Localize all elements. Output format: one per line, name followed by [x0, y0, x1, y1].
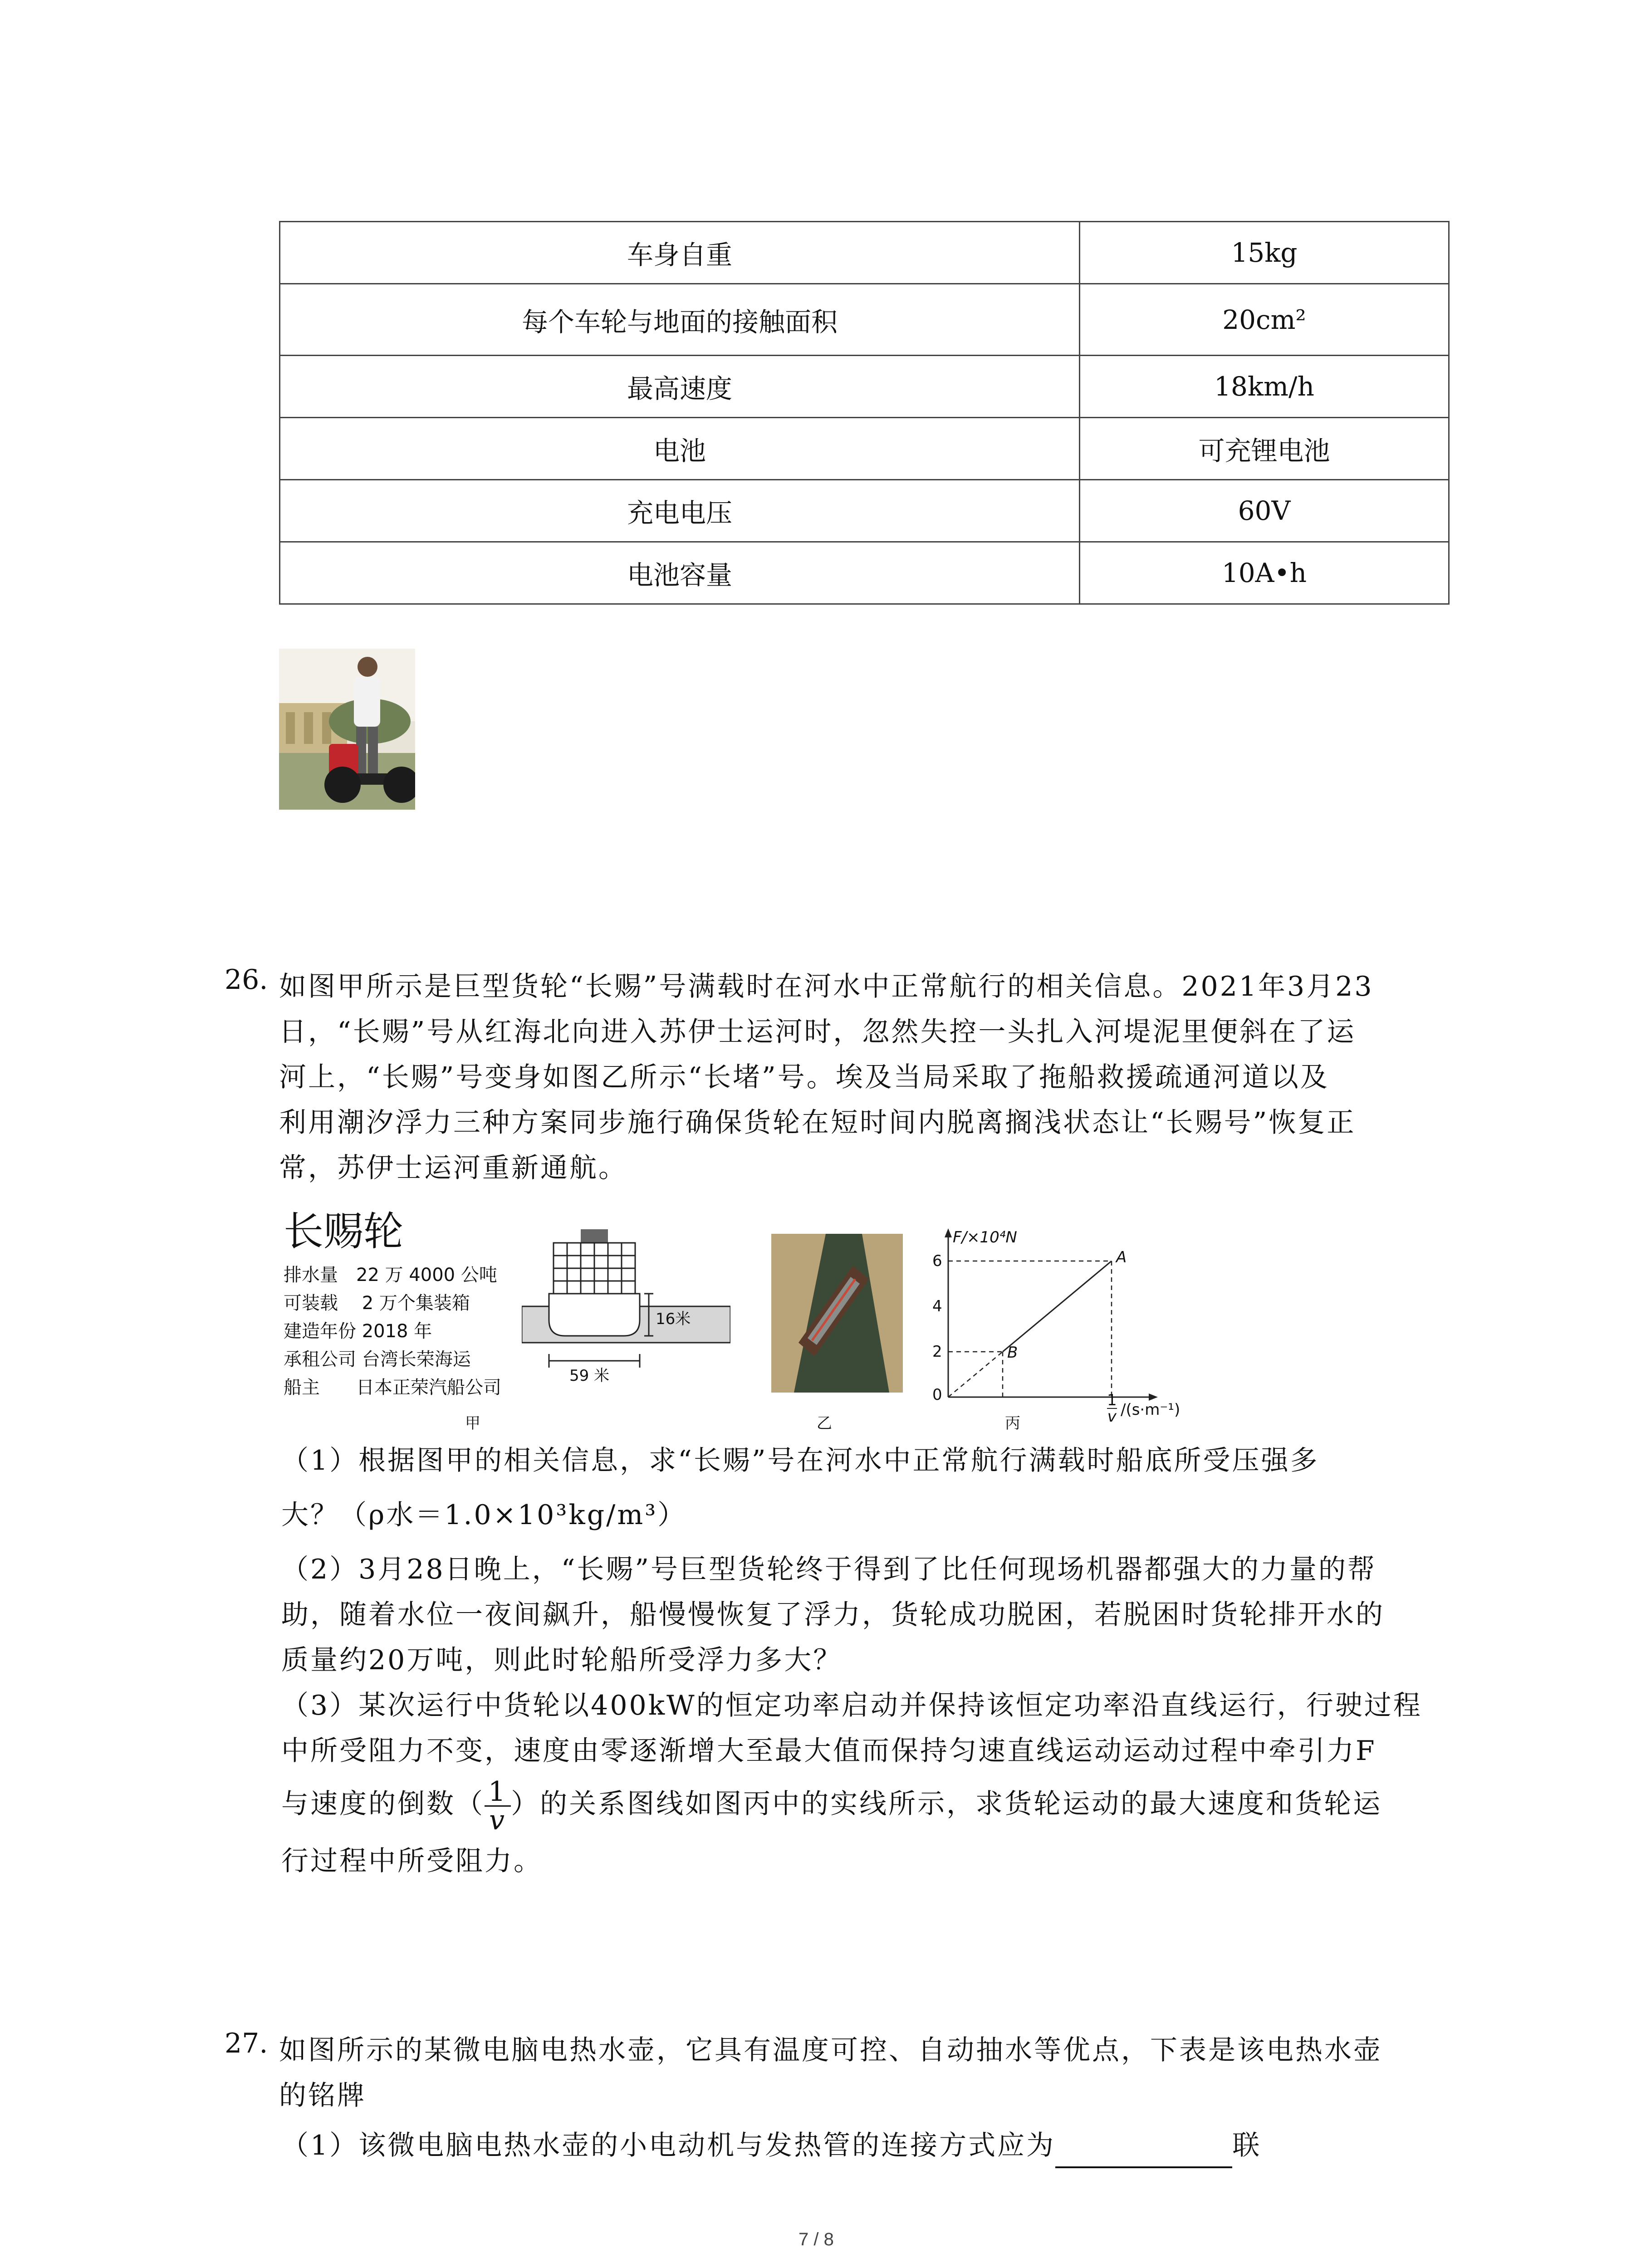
subquestion-line: （2）3月28日晚上，“长赐”号巨型货轮终于得到了比任何现场机器都强大的力量的帮: [281, 1554, 1377, 1585]
stem-line: 的铭牌: [279, 2080, 366, 2112]
answer-blank[interactable]: [1055, 2139, 1232, 2168]
graph-point-b-label: B: [1007, 1344, 1018, 1362]
figure-caption: 乙: [817, 1414, 832, 1432]
question-number: 26.: [225, 964, 268, 996]
subquestion-line: [281, 1778, 1506, 1834]
question-number: 27.: [225, 2028, 268, 2059]
inverse-velocity-fraction: [485, 1778, 511, 1834]
subquestion-line: 中所受阻力不变，速度由零逐渐增大至最大值而保持匀速直线运动运动过程中牵引力F: [281, 1735, 1376, 1767]
spec-label: 充电电压: [280, 480, 1080, 542]
ship-height-label: 16米: [656, 1310, 691, 1328]
subquestion-line: （3）某次运行中货轮以400kW的恒定功率启动并保持该恒定功率沿直线运行，行驶过程: [281, 1690, 1422, 1721]
spec-value: 可充锂电池: [1080, 418, 1449, 480]
page-number: 7 / 8: [798, 2229, 834, 2249]
subquestion-text: 与速度的倒数（: [281, 1788, 485, 1820]
spec-value: 10A•h: [1080, 542, 1449, 604]
subquestion-text: ）的关系图线如图丙中的实线所示，求货轮运动的最大速度和货轮运: [511, 1788, 1382, 1820]
table-row: [280, 356, 1449, 418]
graph-x-axis-den: v: [1107, 1408, 1117, 1426]
q26-subquestion-1: [281, 1438, 1506, 1538]
spec-value: 60V: [1080, 480, 1449, 542]
satellite-ship-photo: [771, 1234, 903, 1393]
graph-y-tick: 6: [932, 1252, 942, 1270]
stem-line: 利用潮汐浮力三种方案同步施行确保货轮在短时间内脱离搁浅状态让“长赐号”恢复正: [279, 1107, 1356, 1139]
stem-line: 如图甲所示是巨型货轮“长赐”号满载时在河水中正常航行的相关信息。2021年3月23: [279, 971, 1374, 1002]
balance-scooter-photo: [279, 649, 415, 810]
force-inverse-velocity-graph: [926, 1225, 1189, 1415]
ship-info-item: 可装载 2 万个集装箱: [284, 1293, 470, 1314]
stem-line: 如图所示的某微电脑电热水壶，它具有温度可控、自动抽水等优点，下表是该电热水壶: [279, 2034, 1382, 2066]
ship-info-list: [284, 1261, 501, 1402]
question-26-stem: [279, 964, 1504, 1191]
ship-name-title: 长赐轮: [284, 1208, 404, 1255]
figure-caption: 丙: [1005, 1414, 1020, 1432]
graph-x-axis-num: 1: [1107, 1391, 1117, 1409]
graph-x-axis-unit: /(s·m⁻¹): [1121, 1401, 1181, 1419]
q26-subquestion-3: [281, 1683, 1506, 1884]
ship-cross-section-diagram: [522, 1225, 730, 1397]
spec-value: 20cm²: [1080, 284, 1449, 356]
ship-width-label: 59 米: [569, 1367, 610, 1385]
table-row: [280, 222, 1449, 284]
subquestion-line: （1）根据图甲的相关信息，求“长赐”号在河水中正常航行满载时船底所受压强多: [281, 1445, 1319, 1476]
spec-table: [279, 221, 1450, 605]
graph-y-tick: 2: [932, 1343, 942, 1361]
q26-subquestion-2: [281, 1547, 1506, 1683]
figure-caption: 甲: [465, 1414, 480, 1432]
spec-label: 电池容量: [280, 542, 1080, 604]
stem-line: 河上，“长赐”号变身如图乙所示“长堵”号。埃及当局采取了拖船救援疏通河道以及: [279, 1061, 1329, 1093]
subquestion-line: 大？（ρ水＝1.0×10³kg/m³）: [281, 1499, 687, 1531]
stem-line: 常，苏伊士运河重新通航。: [279, 1152, 627, 1184]
spec-value: 18km/h: [1080, 356, 1449, 418]
subquestion-text: （1）该微电脑电热水壶的小电动机与发热管的连接方式应为: [281, 2130, 1056, 2161]
question-27-stem: [279, 2028, 1504, 2118]
graph-y-axis-label: F/×10⁴N: [953, 1228, 1017, 1246]
subquestion-line: 行过程中所受阻力。: [281, 1845, 543, 1877]
spec-label: 每个车轮与地面的接触面积: [280, 284, 1080, 356]
table-row: [280, 284, 1449, 356]
graph-point-a-label: A: [1116, 1248, 1127, 1266]
stem-line: 日，“长赐”号从红海北向进入苏伊士运河时，忽然失控一头扎入河堤泥里便斜在了运: [279, 1016, 1356, 1048]
table-row: [280, 480, 1449, 542]
subquestion-text: 联: [1232, 2130, 1262, 2161]
graph-y-tick: 4: [932, 1297, 942, 1315]
fraction-denominator: v: [489, 1804, 507, 1836]
graph-x-axis-label: [1107, 1393, 1117, 1424]
q27-subquestion-1: [281, 2123, 1506, 2168]
ship-info-item: 船主 日本正荣汽船公司: [284, 1377, 501, 1398]
table-row: [280, 542, 1449, 604]
subquestion-line: 质量约20万吨，则此时轮船所受浮力多大？: [281, 1644, 843, 1676]
spec-value: 15kg: [1080, 222, 1449, 284]
graph-origin-label: 0: [932, 1386, 942, 1404]
spec-label: 车身自重: [280, 222, 1080, 284]
spec-label: 最高速度: [280, 356, 1080, 418]
ship-info-item: 建造年份 2018 年: [284, 1321, 432, 1342]
ship-info-item: 排水量 22 万 4000 公吨: [284, 1265, 497, 1286]
subquestion-line: 助，随着水位一夜间飙升，船慢慢恢复了浮力，货轮成功脱困，若脱困时货轮排开水的: [281, 1599, 1385, 1631]
fraction-numerator: 1: [485, 1778, 511, 1807]
table-row: [280, 418, 1449, 480]
ship-info-item: 承租公司 台湾长荣海运: [284, 1349, 471, 1370]
spec-label: 电池: [280, 418, 1080, 480]
